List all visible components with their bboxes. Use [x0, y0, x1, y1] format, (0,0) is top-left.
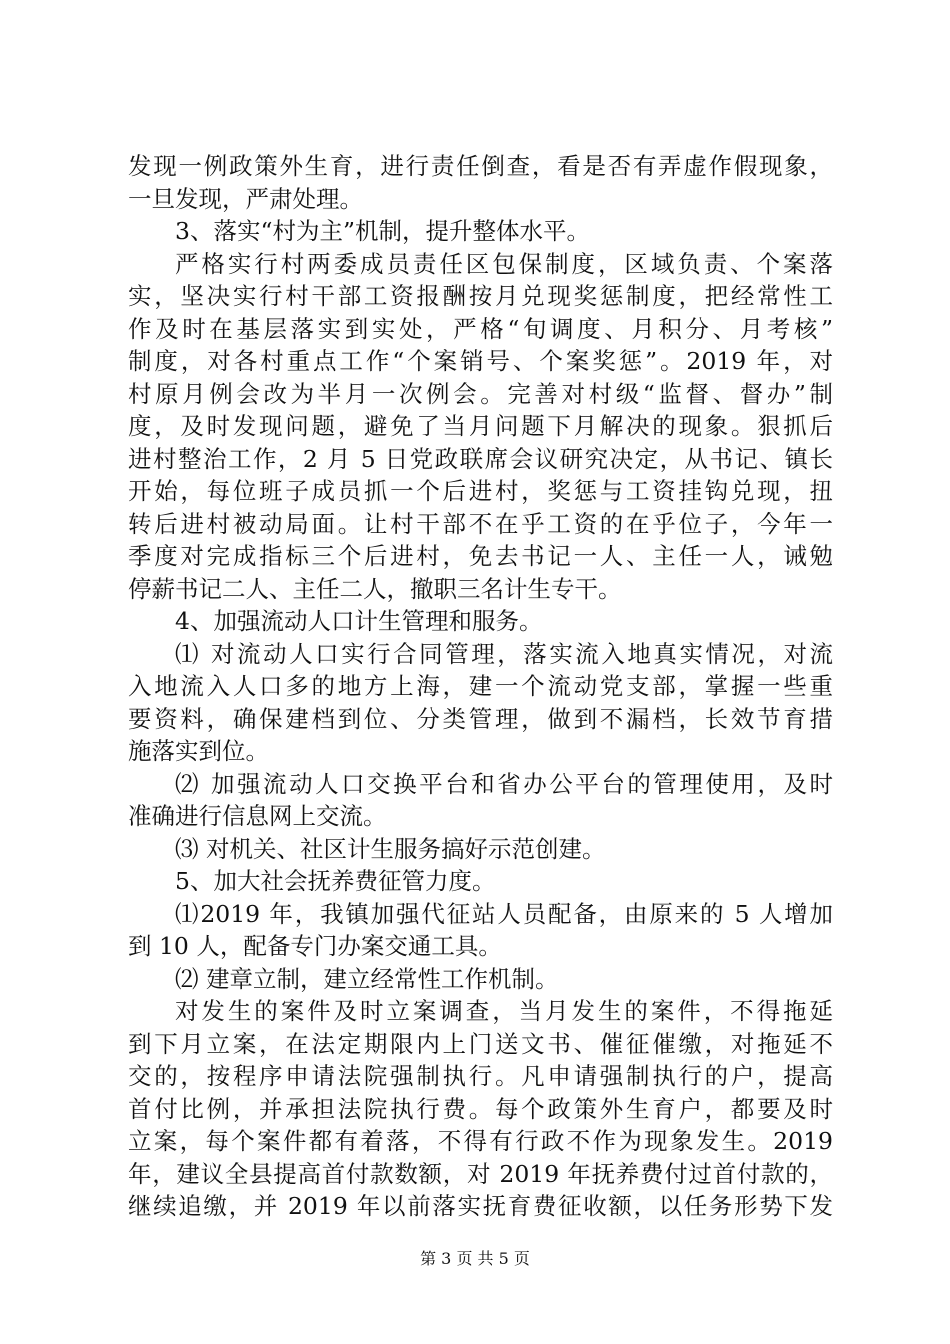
text-line: ⑶ 对机关、社区计生服务搞好示范创建。 — [175, 834, 606, 863]
text-line: 一旦发现，严肃处理。 — [128, 184, 363, 213]
text-line: 严格实行村两委成员责任区包保制度，区域负责、个案落 — [175, 249, 833, 278]
text-line: 进村整治工作，2 月 5 日党政联席会议研究决定，从书记、镇长 — [128, 444, 833, 473]
text-line: 首付比例，并承担法院执行费。每个政策外生育户，都要及时 — [128, 1094, 833, 1123]
text-line: 季度对完成指标三个后进村，免去书记一人、主任一人，诫勉 — [128, 542, 833, 570]
page-footer: 第 3 页 共 5 页 — [420, 1249, 530, 1268]
text-line: 交的，按程序申请法院强制执行。凡申请强制执行的户，提高 — [128, 1062, 833, 1090]
text-line: 村原月例会改为半月一次例会。完善对村级“监督、督办”制 — [128, 379, 833, 408]
text-line: 要资料，确保建档到位、分类管理，做到不漏档，长效节育措 — [128, 704, 833, 733]
text-line: 制度，对各村重点工作“个案销号、个案奖惩”。2019 年，对 — [128, 347, 833, 375]
text-line: ⑴ 对流动人口实行合同管理，落实流入地真实情况，对流 — [175, 639, 833, 668]
text-line: 停薪书记二人、主任二人，撤职三名计生专干。 — [128, 574, 622, 603]
text-line: 准确进行信息网上交流。 — [128, 802, 387, 830]
text-line: 开始，每位班子成员抓一个后进村，奖惩与工资挂钩兑现，扭 — [128, 477, 833, 505]
text-line: 转后进村被动局面。让村干部不在乎工资的在乎位子，今年一 — [128, 509, 833, 538]
text-line: ⑵ 加强流动人口交换平台和省办公平台的管理使用，及时 — [175, 769, 833, 798]
text-line: ⑴2019 年，我镇加强代征站人员配备，由原来的 5 人增加 — [175, 899, 833, 928]
text-line: 到 10 人，配备专门办案交通工具。 — [128, 932, 502, 960]
text-line: 度，及时发现问题，避免了当月问题下月解决的现象。狠抓后 — [128, 412, 833, 440]
text-line: 年，建议全县提高首付款数额，对 2019 年抚养费付过首付款的， — [128, 1159, 833, 1188]
text-line: 对发生的案件及时立案调查，当月发生的案件，不得拖延 — [175, 997, 833, 1025]
text-line: 5、加大社会抚养费征管力度。 — [175, 867, 496, 895]
text-line: 立案，每个案件都有着落，不得有行政不作为现象发生。2019 — [128, 1127, 833, 1155]
text-line: 发现一例政策外生育，进行责任倒查，看是否有弄虚作假现象， — [128, 152, 833, 180]
text-line: 作及时在基层落实到实处，严格“旬调度、月积分、月考核” — [128, 314, 833, 343]
text-line: 到下月立案，在法定期限内上门送文书、催征催缴，对拖延不 — [128, 1029, 833, 1058]
text-line: 施落实到位。 — [128, 737, 269, 765]
text-line: 实，坚决实行村干部工资报酬按月兑现奖惩制度，把经常性工 — [128, 282, 833, 310]
text-line: 4、加强流动人口计生管理和服务。 — [175, 607, 543, 635]
text-line: 3、落实“村为主”机制，提升整体水平。 — [175, 217, 590, 245]
text-line: 入地流入人口多的地方上海，建一个流动党支部，掌握一些重 — [128, 672, 833, 700]
text-line: ⑵ 建章立制，建立经常性工作机制。 — [175, 964, 559, 993]
document-body — [128, 150, 833, 1223]
text-line: 继续追缴，并 2019 年以前落实抚育费征收额，以任务形势下发 — [128, 1192, 833, 1220]
